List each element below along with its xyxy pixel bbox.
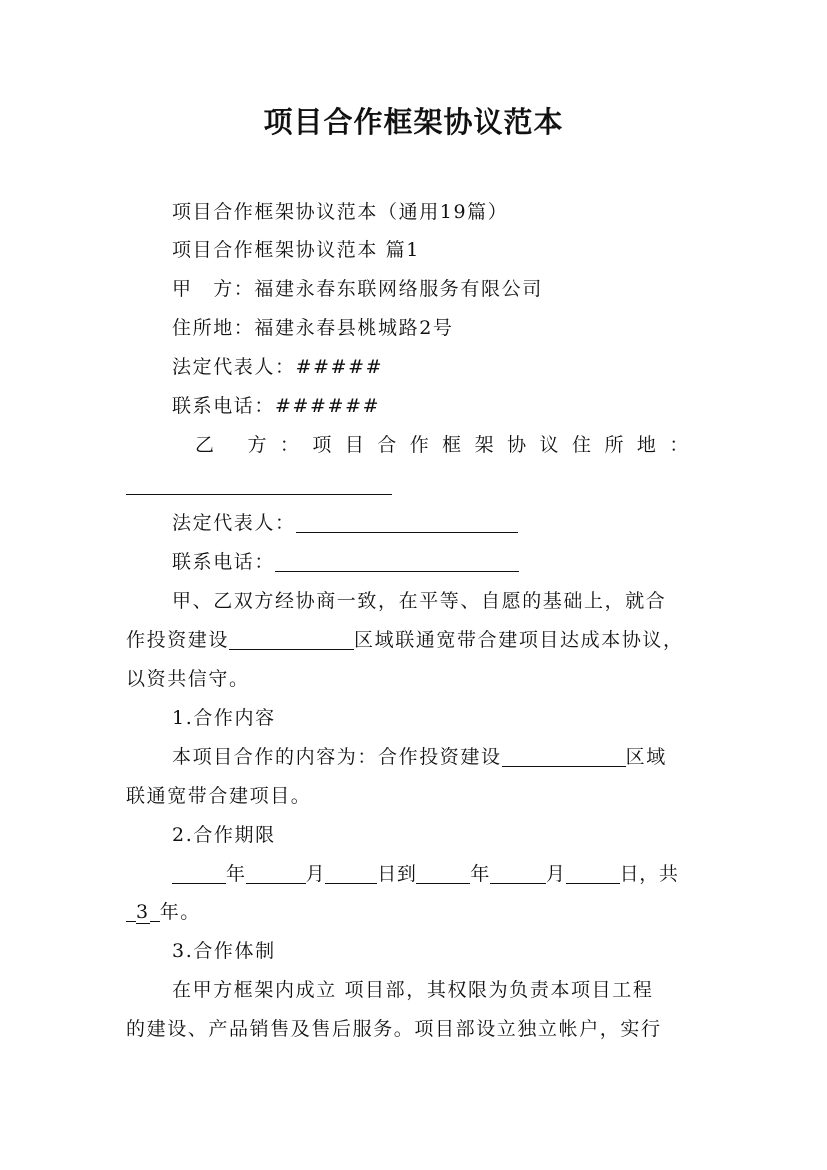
party-b-representative (172, 504, 702, 542)
label-representative: 法定代表人： (172, 512, 296, 534)
subtitle-line: 项目合作框架协议范本（通用19篇） (172, 201, 509, 223)
party-b-char: 所 (604, 434, 626, 456)
party-b-line (195, 426, 690, 464)
content-prefix: 本项目合作的内容为：合作投资建设 (172, 746, 502, 768)
label-phone: 联系电话： (172, 551, 276, 573)
phone-blank (275, 551, 519, 572)
paragraph-intro-1: 甲、乙双方经协商一致，在平等、自愿的基础上，就合 (172, 590, 667, 612)
end-month-label: 月 (546, 863, 566, 885)
paragraph-structure-2: 的建设、产品销售及售后服务。项目部设立独立帐户，实行 (126, 1018, 662, 1040)
party-a-phone: 联系电话：###### (172, 395, 381, 417)
party-b-char: 地 (636, 434, 658, 456)
intro-prefix: 作投资建设 (126, 629, 230, 651)
party-b-char: 住 (571, 434, 593, 456)
start-day-label: 日到 (377, 863, 417, 885)
region-blank (229, 629, 354, 650)
content-region-blank (502, 746, 626, 767)
paragraph-intro-2 (126, 621, 702, 659)
end-day-blank (566, 863, 620, 884)
paragraph-intro-3: 以资共信守。 (126, 668, 250, 690)
party-b-char: 方 (247, 434, 269, 456)
party-b-char: 架 (474, 434, 496, 456)
end-month-blank (490, 863, 546, 884)
years-suffix: 年。 (159, 901, 201, 923)
end-day-label: 日，共 (619, 863, 679, 885)
representative-blank (296, 512, 518, 533)
intro-suffix: 区域联通宽带合建项目达成本协议， (354, 629, 684, 651)
party-b-char: 目 (344, 434, 366, 456)
start-year-label: 年 (226, 863, 246, 885)
paragraph-content-1 (172, 738, 702, 776)
paragraph-content-2: 联通宽带合建项目。 (126, 785, 312, 807)
party-b-char: 项 (312, 434, 333, 456)
party-b-char: 框 (442, 434, 463, 456)
start-day-blank (325, 863, 377, 884)
start-month-label: 月 (305, 863, 326, 885)
document-title: 项目合作框架协议范本 (263, 105, 564, 139)
years-blank-right (150, 901, 160, 922)
party-b-char: 作 (409, 434, 431, 456)
party-b-phone (172, 543, 702, 581)
party-b-char: ： (279, 434, 301, 456)
term-years-line (126, 893, 702, 931)
end-year-blank (416, 863, 470, 884)
start-month-blank (246, 863, 306, 884)
party-b-char: 议 (539, 434, 561, 456)
party-b-address-blank (126, 466, 702, 504)
party-a-address: 住所地：福建永春县桃城路2号 (172, 317, 454, 339)
party-b-char: 合 (377, 434, 398, 456)
end-year-label: 年 (470, 863, 491, 885)
content-suffix: 区域 (625, 746, 667, 768)
party-a-name: 甲 方：福建永春东联网络服务有限公司 (172, 278, 543, 300)
address-blank (126, 474, 392, 495)
start-year-blank (172, 863, 226, 884)
party-b-char: 乙 (195, 434, 216, 456)
section-heading: 项目合作框架协议范本 篇1 (172, 239, 420, 261)
party-a-representative: 法定代表人：##### (172, 356, 384, 378)
term-dates-line (172, 855, 702, 893)
heading-cooperation-structure: 3.合作体制 (172, 940, 276, 962)
years-blank-left (126, 901, 136, 922)
paragraph-structure-1: 在甲方框架内成立 项目部，其权限为负责本项目工程 (172, 979, 654, 1001)
heading-cooperation-term: 2.合作期限 (172, 824, 276, 846)
party-b-char: 协 (507, 434, 528, 456)
years-count: 3 (136, 901, 150, 923)
party-b-char: ： (669, 434, 690, 456)
heading-cooperation-content: 1.合作内容 (172, 707, 276, 729)
